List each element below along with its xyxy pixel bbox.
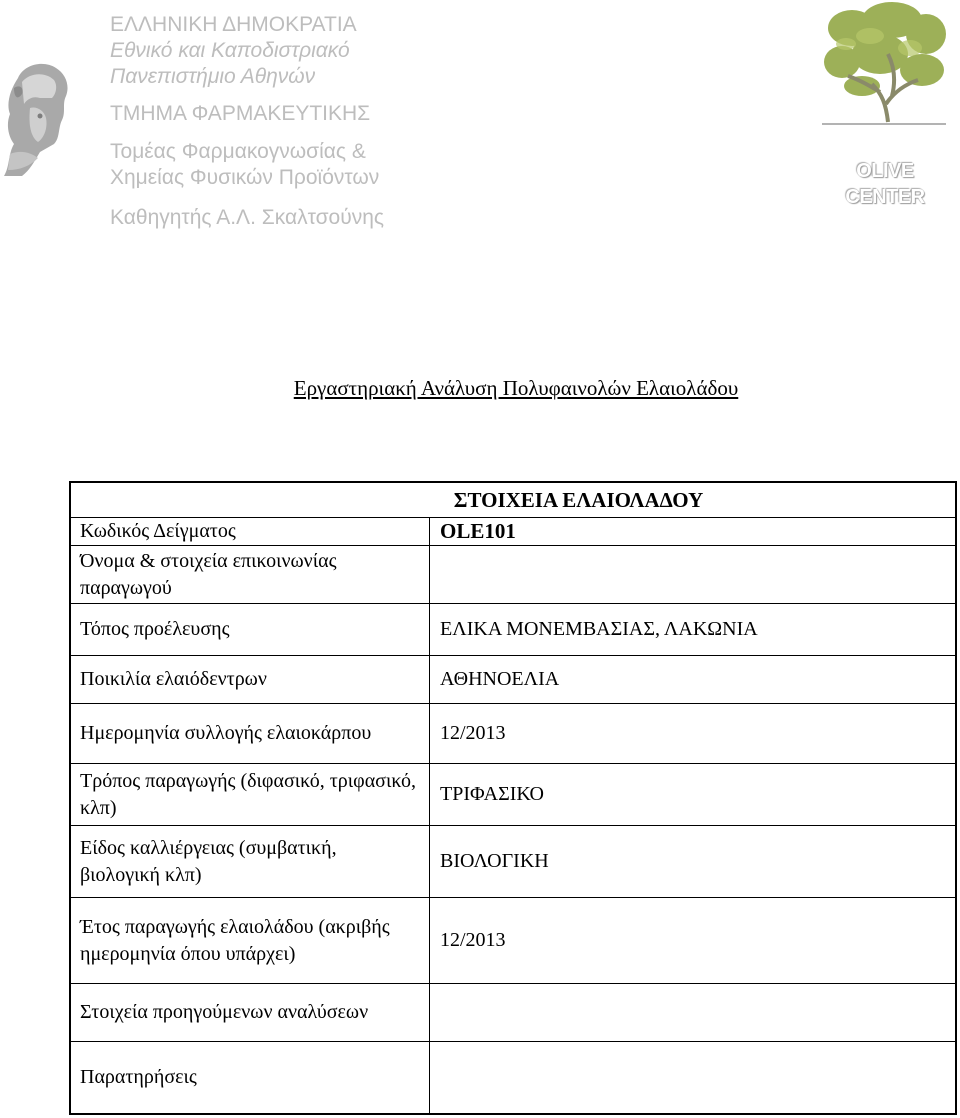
row-value <box>430 984 957 1042</box>
olive-center-text <box>830 158 940 210</box>
olive-tree-icon <box>822 0 946 126</box>
table-row <box>70 826 956 898</box>
section-name-1: Τομέας Φαρμακογνωσίας & <box>110 140 366 163</box>
row-label: Όνομα & στοιχεία επικοινωνίας παραγωγού <box>70 546 430 604</box>
logo-text-center: CENTER <box>845 186 925 208</box>
row-value: ΕΛΙΚΑ ΜΟΝΕΜΒΑΣΙΑΣ, ΛΑΚΩΝΙΑ <box>430 604 957 656</box>
table-row <box>70 764 956 826</box>
table-row <box>70 704 956 764</box>
row-label: Στοιχεία προηγούμενων αναλύσεων <box>70 984 430 1042</box>
row-label: Τόπος προέλευσης <box>70 604 430 656</box>
table-row <box>70 984 956 1042</box>
table-heading: ΣΤΟΙΧΕΙΑ ΕΛΑΙΟΛΑΔΟΥ <box>70 482 956 518</box>
row-value: ΑΘΗΝΟΕΛΙΑ <box>430 656 957 704</box>
row-label: Έτος παραγωγής ελαιολάδου (ακριβής ημερομηνία όπου υπάρχει) <box>70 898 430 984</box>
table-row <box>70 604 956 656</box>
university-lines <box>110 12 384 231</box>
olive-oil-data-table <box>69 481 957 1115</box>
university-header <box>0 0 520 250</box>
logo-text-olive: OLIVE <box>856 160 914 182</box>
table-row <box>70 546 956 604</box>
row-value <box>430 546 957 604</box>
section-name-2: Χημείας Φυσικών Προϊόντων <box>110 166 380 189</box>
row-label: Παρατηρήσεις <box>70 1042 430 1115</box>
athena-crest-icon <box>0 58 76 178</box>
document-title: Εργαστηριακή Ανάλυση Πολυφαινολών Ελαιολάδου <box>293 376 739 400</box>
university-name-1: Εθνικό και Καποδιστριακό <box>110 39 350 62</box>
table-heading-row <box>70 482 956 518</box>
row-value: 12/2013 <box>430 898 957 984</box>
row-value: ΒΙΟΛΟΓΙΚΗ <box>430 826 957 898</box>
table-row <box>70 656 956 704</box>
row-value: ΤΡΙΦΑΣΙΚΟ <box>430 764 957 826</box>
row-label: Είδος καλλιέργειας (συμβατική, βιολογική κλπ) <box>70 826 430 898</box>
row-label: Τρόπος παραγωγής (διφασικό, τριφασικό, κλπ) <box>70 764 430 826</box>
university-name-2: Πανεπιστήμιο Αθηνών <box>110 65 316 88</box>
professor-name: Καθηγητής Α.Λ. Σκαλτσούνης <box>110 206 385 229</box>
olive-center-logo <box>800 0 960 240</box>
row-label: Ημερομηνία συλλογής ελαιοκάρπου <box>70 704 430 764</box>
table-row <box>70 518 956 546</box>
table-row <box>70 898 956 984</box>
department-name: ΤΜΗΜΑ ΦΑΡΜΑΚΕΥΤΙΚΗΣ <box>110 102 371 125</box>
sample-code-value: OLE101 <box>430 518 957 546</box>
row-label: Κωδικός Δείγματος <box>70 518 430 546</box>
row-label: Ποικιλία ελαιόδεντρων <box>70 656 430 704</box>
row-value: 12/2013 <box>430 704 957 764</box>
country-name: ΕΛΛΗΝΙΚΗ ΔΗΜΟΚΡΑΤΙΑ <box>110 13 357 36</box>
table-row <box>70 1042 956 1115</box>
row-value <box>430 1042 957 1115</box>
